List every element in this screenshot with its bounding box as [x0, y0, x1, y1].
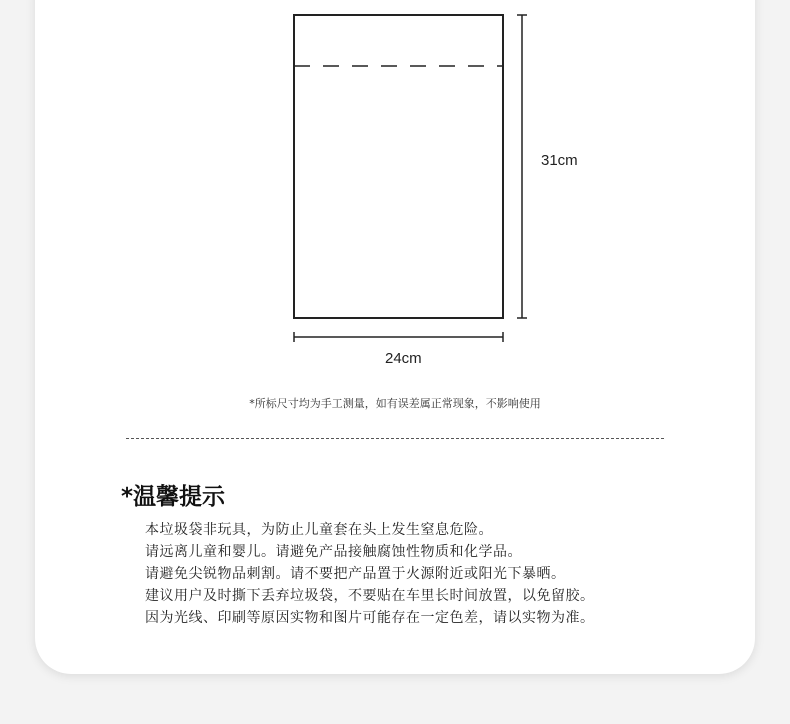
measurement-note: *所标尺寸均为手工测量，如有误差属正常现象，不影响使用 — [249, 397, 541, 410]
height-label: 31cm — [541, 152, 578, 169]
tip-line: 请远离儿童和婴儿。请避免产品接触腐蚀性物质和化学品。 — [145, 544, 522, 560]
width-label: 24cm — [385, 350, 422, 367]
bag-outline — [294, 15, 503, 318]
section-divider — [126, 438, 664, 439]
tip-line: 因为光线、印刷等原因实物和图片可能存在一定色差，请以实物为准。 — [145, 610, 595, 626]
tips-title: *温馨提示 — [121, 484, 226, 510]
tips-list — [145, 519, 595, 629]
tip-line: 建议用户及时撕下丢弃垃圾袋，不要贴在车里长时间放置，以免留胶。 — [145, 588, 595, 604]
height-dimension-line — [517, 15, 527, 318]
tip-line: 本垃圾袋非玩具，为防止儿童套在头上发生窒息危险。 — [145, 522, 493, 538]
tip-line: 请避免尖锐物品刺割。请不要把产品置于火源附近或阳光下暴晒。 — [145, 566, 566, 582]
width-dimension-line — [294, 332, 503, 342]
